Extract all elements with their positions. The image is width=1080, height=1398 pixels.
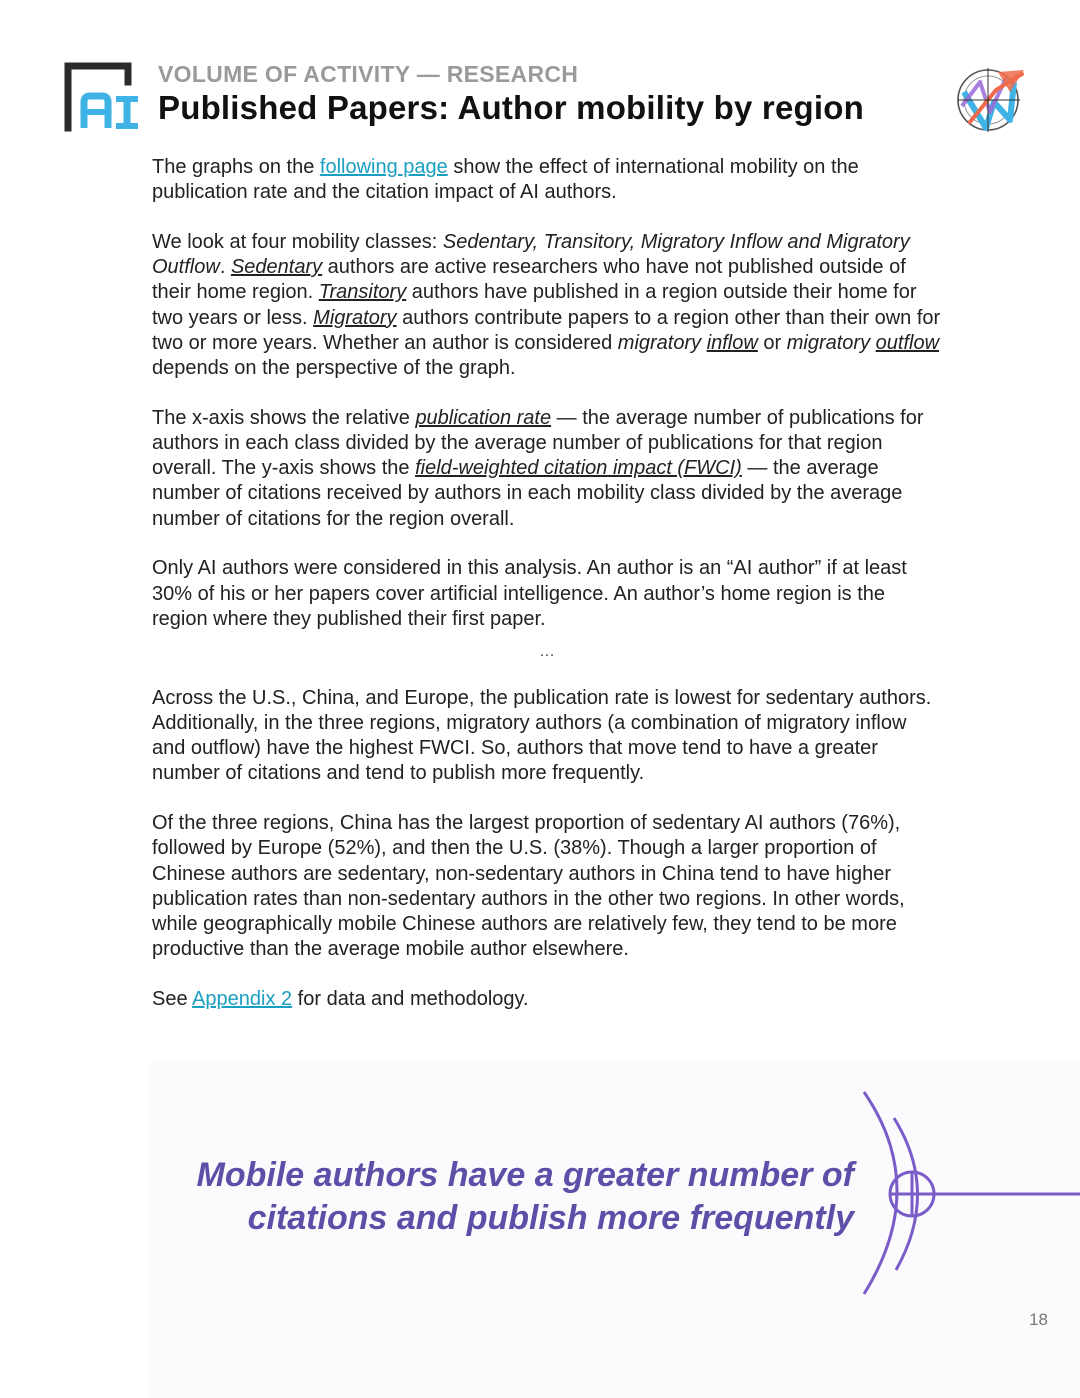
term-fwci: field-weighted citation impact (FWCI) xyxy=(415,457,742,480)
term-migratory: Migratory xyxy=(313,306,397,329)
ai-index-logo-icon xyxy=(62,62,142,132)
paragraph-intro xyxy=(152,155,942,205)
ai-index-emblem-icon xyxy=(950,62,1028,136)
term-outflow: outflow xyxy=(875,331,940,354)
text-run: See xyxy=(152,988,193,1011)
text-run: The graphs on the xyxy=(152,156,320,178)
text-run: . xyxy=(219,256,231,279)
text-run: depends on the perspective of the graph. xyxy=(152,357,516,380)
callout-line-2: citations and publish more frequently xyxy=(247,1199,854,1237)
text-run: — the average number of publications for authors in each class divided by the average number of publications for that region overall. The y-axis shows the xyxy=(152,406,924,480)
text-run: or xyxy=(757,331,787,354)
paragraph-axes xyxy=(152,406,942,532)
appendix-2-link[interactable]: Appendix 2 xyxy=(192,988,293,1011)
ellipsis-separator: … xyxy=(539,642,555,660)
text-run: authors contribute papers to a region other than their own for two or more years. Whether an author is considered xyxy=(152,306,941,354)
term-inflow: inflow xyxy=(706,331,758,354)
page-title: Published Papers: Author mobility by region xyxy=(158,89,864,126)
body-copy xyxy=(152,155,942,1037)
text-run: migratory xyxy=(617,331,707,354)
page-number: 18 xyxy=(1029,1310,1048,1329)
key-takeaway-callout xyxy=(154,1154,854,1240)
paragraph-mobility-classes xyxy=(152,230,942,381)
text-run: — the average number of citations received by authors in each mobility class divided by the average number of citations for the region overall. xyxy=(152,457,903,530)
text-run: We look at four mobility classes: xyxy=(152,231,443,253)
mobility-class-list: Sedentary, Transitory, Migratory Inflow and Migratory Outflow xyxy=(152,231,910,279)
paragraph-china-findings: Of the three regions, China has the largest proportion of sedentary AI authors (76%), followed by Europe (52%), and then the U.S. (38%). Though a larger proportion of Chinese authors are sedentary, non-sedentary authors in China tend to have higher publication rates than non-sedentary authors in the other two regions. In other words, while geographically mobile Chinese authors are relatively few, they tend to be more productive than the average mobile author elsewhere. xyxy=(152,812,905,961)
text-run: for data and methodology. xyxy=(292,988,529,1011)
paragraph-appendix-reference xyxy=(152,987,942,1012)
term-transitory: Transitory xyxy=(318,281,407,304)
text-run: show the effect of international mobility on the publication rate and the citation impact of AI authors. xyxy=(152,156,859,204)
term-publication-rate: publication rate xyxy=(415,406,552,429)
term-sedentary: Sedentary xyxy=(230,256,323,279)
text-run: The x-axis shows the relative xyxy=(152,406,416,429)
section-kicker: VOLUME OF ACTIVITY — RESEARCH xyxy=(158,61,579,87)
text-run: authors are active researchers who have not published outside of their home region. xyxy=(152,256,906,304)
paragraph-ai-author-definition: Only AI authors were considered in this analysis. An author is an “AI author” if at least 30% of his or her papers cover artificial intelligence. An author’s home region is the region where they published their first paper. xyxy=(152,557,907,630)
following-page-link[interactable]: following page xyxy=(319,156,448,178)
text-run: authors have published in a region outside their home for two years or less. xyxy=(152,281,917,329)
compass-arc-icon xyxy=(860,1088,1080,1300)
callout-line-1: Mobile authors have a greater number of xyxy=(196,1156,854,1194)
paragraph-regional-findings: Across the U.S., China, and Europe, the publication rate is lowest for sedentary authors. Additionally, in the three regions, migratory authors (a combination of migratory inflow and outflow) have the highest FWCI. So, authors that move tend to have a greater number of citations and tend to publish more frequently. xyxy=(152,686,932,785)
text-run: migratory xyxy=(786,331,876,354)
